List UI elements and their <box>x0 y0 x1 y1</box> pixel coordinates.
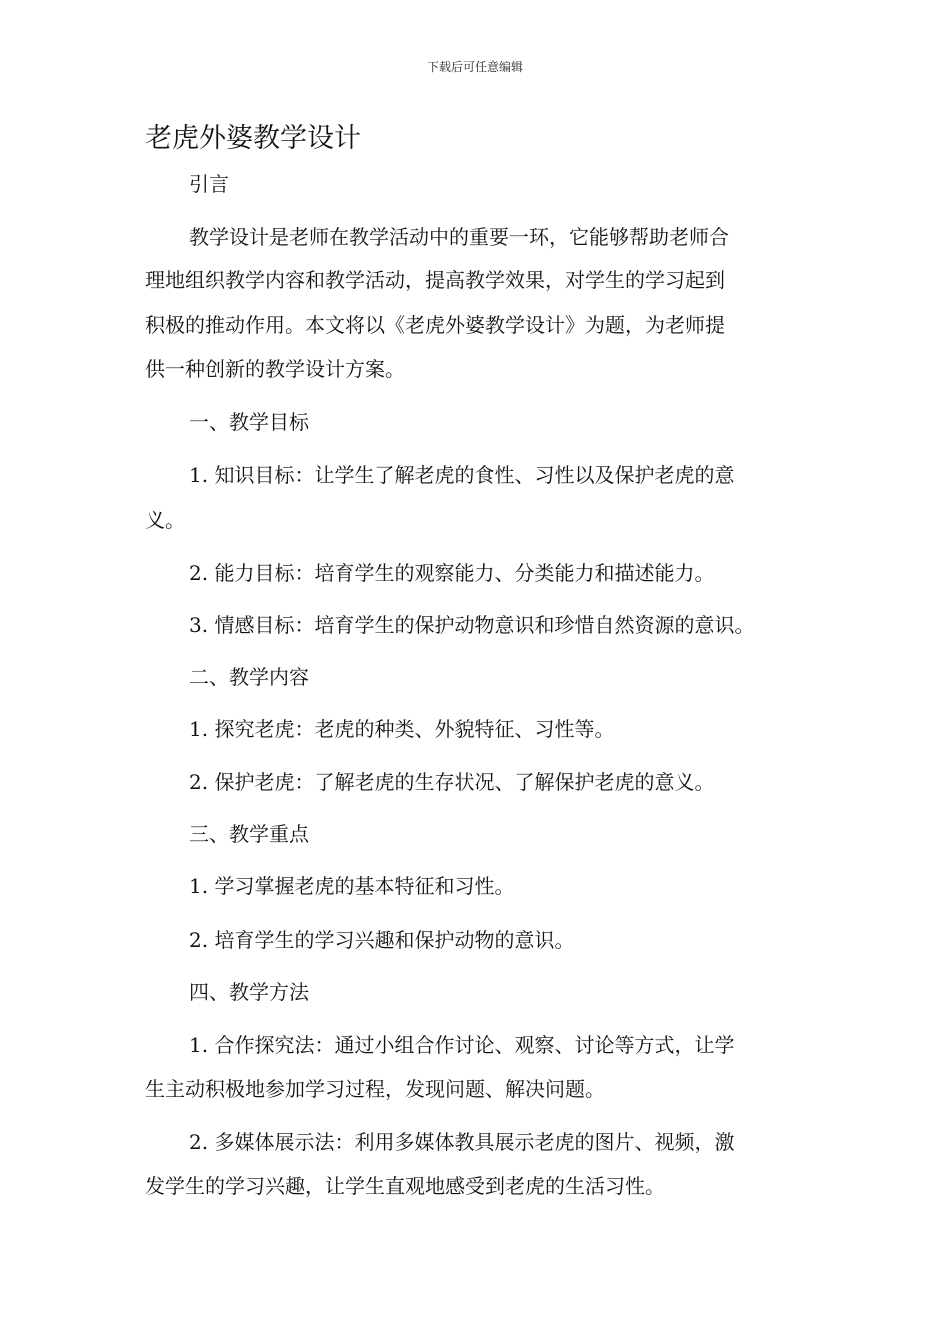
focus-item-2: 2. 培育学生的学习兴趣和保护动物的意识。 <box>189 928 575 952</box>
intro-line-1: 教学设计是老师在教学活动中的重要一环，它能够帮助老师合 <box>189 225 729 249</box>
goal-item-3: 3. 情感目标：培育学生的保护动物意识和珍惜自然资源的意识。 <box>189 613 755 637</box>
section-heading-content: 二、教学内容 <box>189 665 309 689</box>
content-item-2: 2. 保护老虎：了解老虎的生存状况、了解保护老虎的意义。 <box>189 770 715 794</box>
section-heading-goals: 一、教学目标 <box>189 410 309 434</box>
page-header-note: 下载后可任意编辑 <box>426 60 523 74</box>
goal-item-1-line-1: 1. 知识目标：让学生了解老虎的食性、习性以及保护老虎的意 <box>189 463 735 487</box>
document-title: 老虎外婆教学设计 <box>145 123 361 154</box>
section-heading-methods: 四、教学方法 <box>189 980 309 1004</box>
intro-heading: 引言 <box>189 172 229 196</box>
content-item-1: 1. 探究老虎：老虎的种类、外貌特征、习性等。 <box>189 717 615 741</box>
method-item-2-line-1: 2. 多媒体展示法：利用多媒体教具展示老虎的图片、视频，激 <box>189 1130 735 1154</box>
goal-item-1-line-2: 义。 <box>145 508 185 532</box>
method-item-2-line-2: 发学生的学习兴趣，让学生直观地感受到老虎的生活习性。 <box>145 1174 665 1198</box>
intro-line-4: 供一种创新的教学设计方案。 <box>145 357 405 381</box>
method-item-1-line-1: 1. 合作探究法：通过小组合作讨论、观察、讨论等方式，让学 <box>189 1033 735 1057</box>
intro-line-3: 积极的推动作用。本文将以《老虎外婆教学设计》为题，为老师提 <box>145 313 725 337</box>
focus-item-1: 1. 学习掌握老虎的基本特征和习性。 <box>189 874 515 898</box>
goal-item-2: 2. 能力目标：培育学生的观察能力、分类能力和描述能力。 <box>189 561 715 585</box>
section-heading-focus: 三、教学重点 <box>189 822 309 846</box>
method-item-1-line-2: 生主动积极地参加学习过程，发现问题、解决问题。 <box>145 1077 605 1101</box>
intro-line-2: 理地组织教学内容和教学活动，提高教学效果，对学生的学习起到 <box>145 268 725 292</box>
